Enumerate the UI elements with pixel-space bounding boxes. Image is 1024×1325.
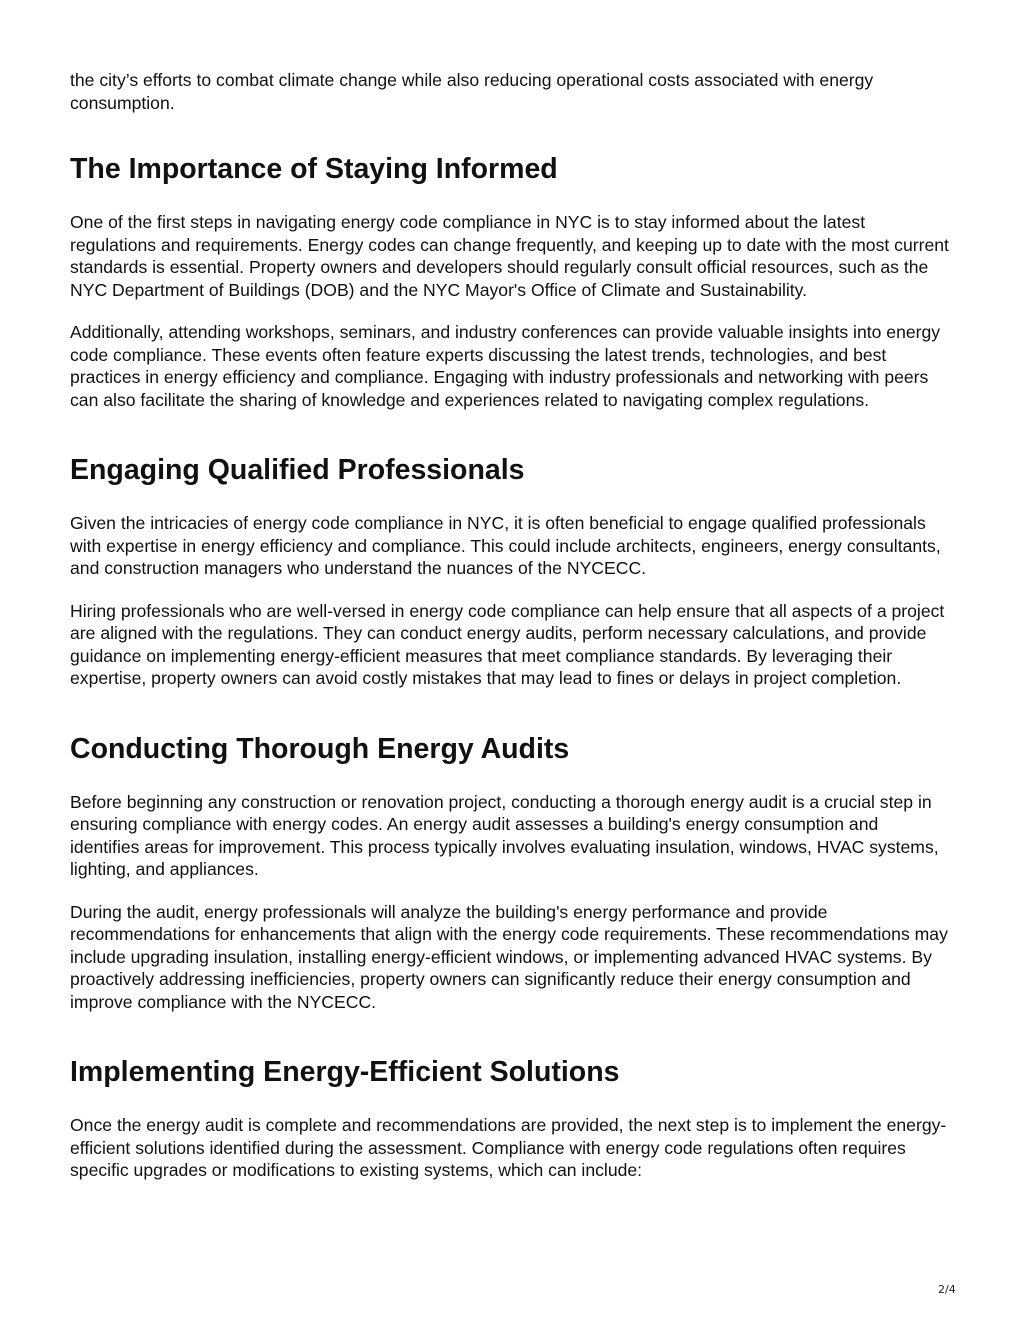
section-efficient-solutions (70, 1055, 950, 1182)
paragraph: Additionally, attending workshops, seminars, and industry conferences can provide valuable insights into energy code compliance. These events often feature experts discussing the latest trends, technologies, and best practices in energy efficiency and compliance. Engaging with industry professionals and networking with peers can also facilitate the sharing of knowledge and experiences related to navigating complex regulations. (70, 322, 941, 410)
paragraph: Hiring professionals who are well-versed in energy code compliance can help ensure that all aspects of a project are aligned with the regulations. They can conduct energy audits, perform necessary calculations, and provide guidance on implementing energy-efficient measures that meet compliance standards. By leveraging their expertise, property owners can avoid costly mistakes that may lead to fines or delays in project completion. (70, 600, 945, 688)
page-number: 2/4 (938, 1283, 956, 1296)
paragraph: Given the intricacies of energy code compliance in NYC, it is often beneficial to engage qualified professionals with expertise in energy efficiency and compliance. This could include architects, engineers, energy consultants, and construction managers who understand the nuances of the NYCECC. (70, 513, 941, 578)
document-page (70, 69, 950, 1182)
intro-paragraph: the city’s efforts to combat climate change while also reducing operational costs associated with energy consumption. (70, 70, 874, 113)
section-heading: Implementing Energy-Efficient Solutions (70, 1056, 620, 1088)
section-qualified-professionals (70, 453, 950, 690)
section-heading: The Importance of Staying Informed (70, 153, 558, 185)
section-energy-audits (70, 732, 950, 1014)
paragraph: One of the first steps in navigating energy code compliance in NYC is to stay informed about the latest regulations and requirements. Energy codes can change frequently, and keeping up to date with the most current standards is essential. Property owners and developers should regularly consult official resources, such as the NYC Department of Buildings (DOB) and the NYC Mayor's Office of Climate and Sustainability. (70, 212, 949, 300)
paragraph: During the audit, energy professionals will analyze the building's energy performance and provide recommendations for enhancements that align with the energy code requirements. These recommendations may include upgrading insulation, installing energy-efficient windows, or implementing advanced HVAC systems. By proactively addressing inefficiencies, property owners can significantly reduce their energy consumption and improve compliance with the NYCECC. (70, 901, 948, 1012)
section-heading: Conducting Thorough Energy Audits (70, 732, 570, 765)
paragraph: Before beginning any construction or renovation project, conducting a thorough energy audit is a crucial step in ensuring compliance with energy codes. An energy audit assesses a building's energy consumption and identifies areas for improvement. This process typically involves evaluating insulation, windows, HVAC systems, lighting, and appliances. (70, 791, 939, 879)
section-staying-informed (70, 152, 950, 411)
paragraph: Once the energy audit is complete and recommendations are provided, the next step is to implement the energy-efficient solutions identified during the assessment. Compliance with energy code regulations often requires specific upgrades or modifications to existing systems, which can include: (70, 1115, 947, 1180)
section-heading: Engaging Qualified Professionals (70, 454, 525, 486)
